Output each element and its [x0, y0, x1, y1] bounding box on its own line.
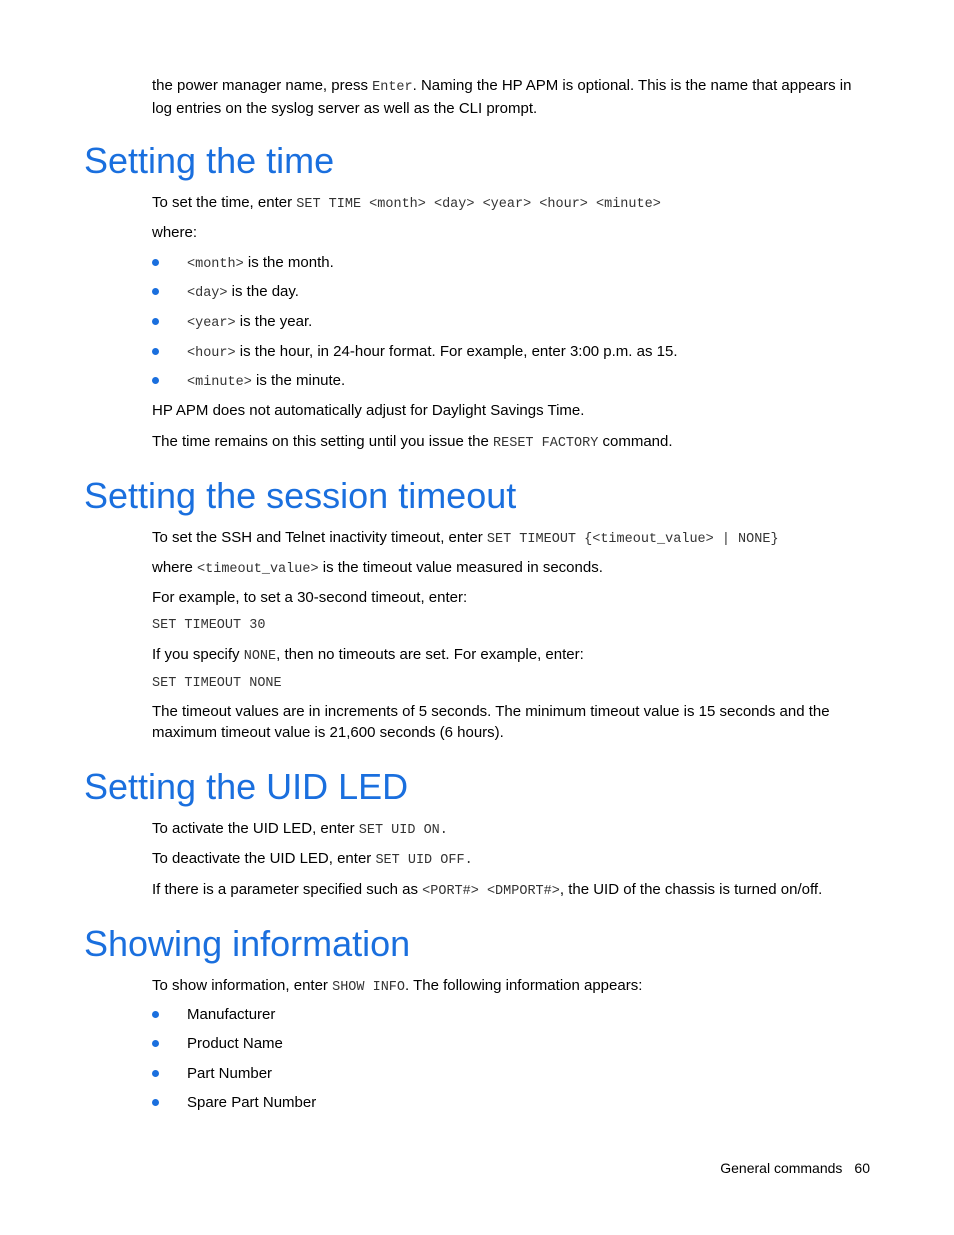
bullet-icon	[152, 1070, 159, 1077]
time-instruction	[152, 192, 872, 215]
timeout-increments-note: The timeout values are in increments of 5 seconds. The minimum timeout value is 15 seconds and the maximum timeout value is 21,600 seconds (6 hours).	[152, 703, 830, 741]
none-text-2: , then no timeouts are set. For example, enter:	[276, 646, 584, 663]
timeout-example-intro: For example, to set a 30-second timeout, enter:	[152, 589, 468, 606]
heading-setting-time: Setting the time	[84, 140, 335, 181]
bullet-icon	[152, 348, 159, 355]
intro-text-1: the power manager name, press	[152, 77, 373, 94]
bullet-icon	[152, 259, 159, 266]
param-desc: is the hour, in 24-hour format. For example, enter 3:00 p.m. as 15.	[235, 343, 678, 360]
timeout-command-code: SET TIMEOUT {<timeout_value> | NONE}	[486, 532, 779, 547]
intro-paragraph	[152, 75, 872, 119]
info-item: Spare Part Number	[187, 1094, 317, 1111]
bullet-icon	[152, 1011, 159, 1018]
param-code: <hour>	[187, 346, 236, 361]
param-desc: is the minute.	[251, 372, 346, 389]
time-command-code: SET TIME <month> <day> <year> <hour> <minute>	[296, 197, 661, 212]
dst-note: HP APM does not automatically adjust for Daylight Savings Time.	[152, 402, 585, 419]
heading-showing-information: Showing information	[84, 923, 411, 964]
bullet-icon	[152, 318, 159, 325]
uid-activate-text: To activate the UID LED, enter	[152, 820, 359, 837]
show-info-code: SHOW INFO	[332, 980, 406, 995]
info-text-2: . The following information appears:	[405, 977, 643, 994]
timeout-instruction	[152, 527, 872, 550]
intro-text-2: . Naming the HP APM is optional. This is the name that appears in log entries on the syslog server as well as the CLI prompt.	[152, 77, 852, 117]
param-desc: is the year.	[235, 313, 313, 330]
uid-deactivate-text: To deactivate the UID LED, enter	[152, 850, 376, 867]
reset-code: RESET FACTORY	[493, 436, 599, 451]
bullet-icon	[152, 288, 159, 295]
bullet-icon	[152, 1099, 159, 1106]
none-code: NONE	[243, 649, 277, 664]
info-item: Part Number	[187, 1065, 273, 1082]
heading-uid-led: Setting the UID LED	[84, 766, 409, 807]
info-item: Manufacturer	[187, 1006, 276, 1023]
uid-param-text-2: , the UID of the chassis is turned on/off.	[559, 881, 823, 898]
param-code: <day>	[187, 286, 228, 301]
bullet-icon	[152, 377, 159, 384]
param-desc: is the month.	[243, 254, 334, 271]
info-instruction	[152, 975, 872, 998]
reset-text-1: The time remains on this setting until you issue the	[152, 433, 494, 450]
uid-parameter-note	[152, 879, 872, 902]
uid-on-code: SET UID ON.	[358, 823, 448, 838]
uid-off-code: SET UID OFF.	[375, 853, 473, 868]
code-example-timeout-30: SET TIMEOUT 30	[152, 618, 266, 633]
param-code: <month>	[187, 257, 244, 272]
timeout-where-text-1: where	[152, 559, 198, 576]
uid-param-text-1: If there is a parameter specified such as	[152, 881, 423, 898]
info-item: Product Name	[187, 1035, 283, 1052]
time-where: where:	[152, 224, 198, 241]
page-footer	[720, 1158, 870, 1178]
uid-activate	[152, 818, 872, 841]
intro-code-enter: Enter	[372, 80, 413, 95]
timeout-where	[152, 557, 872, 580]
reset-text-2: command.	[598, 433, 673, 450]
page-number: 60	[854, 1160, 870, 1176]
uid-port-code: <PORT#> <DMPORT#>	[422, 884, 560, 899]
param-code: <minute>	[187, 375, 252, 390]
uid-deactivate	[152, 848, 872, 871]
timeout-instruction-text: To set the SSH and Telnet inactivity timeout, enter	[152, 529, 487, 546]
timeout-where-text-2: is the timeout value measured in seconds.	[318, 559, 603, 576]
param-desc: is the day.	[227, 283, 299, 300]
info-text-1: To show information, enter	[152, 977, 333, 994]
reset-note	[152, 431, 872, 454]
timeout-none-note	[152, 644, 872, 667]
param-code: <year>	[187, 316, 236, 331]
timeout-value-code: <timeout_value>	[197, 562, 319, 577]
heading-session-timeout: Setting the session timeout	[84, 475, 517, 516]
code-example-timeout-none: SET TIMEOUT NONE	[152, 676, 282, 691]
none-text-1: If you specify	[152, 646, 244, 663]
footer-section-name: General commands	[720, 1160, 843, 1176]
time-instruction-text: To set the time, enter	[152, 194, 297, 211]
bullet-icon	[152, 1040, 159, 1047]
